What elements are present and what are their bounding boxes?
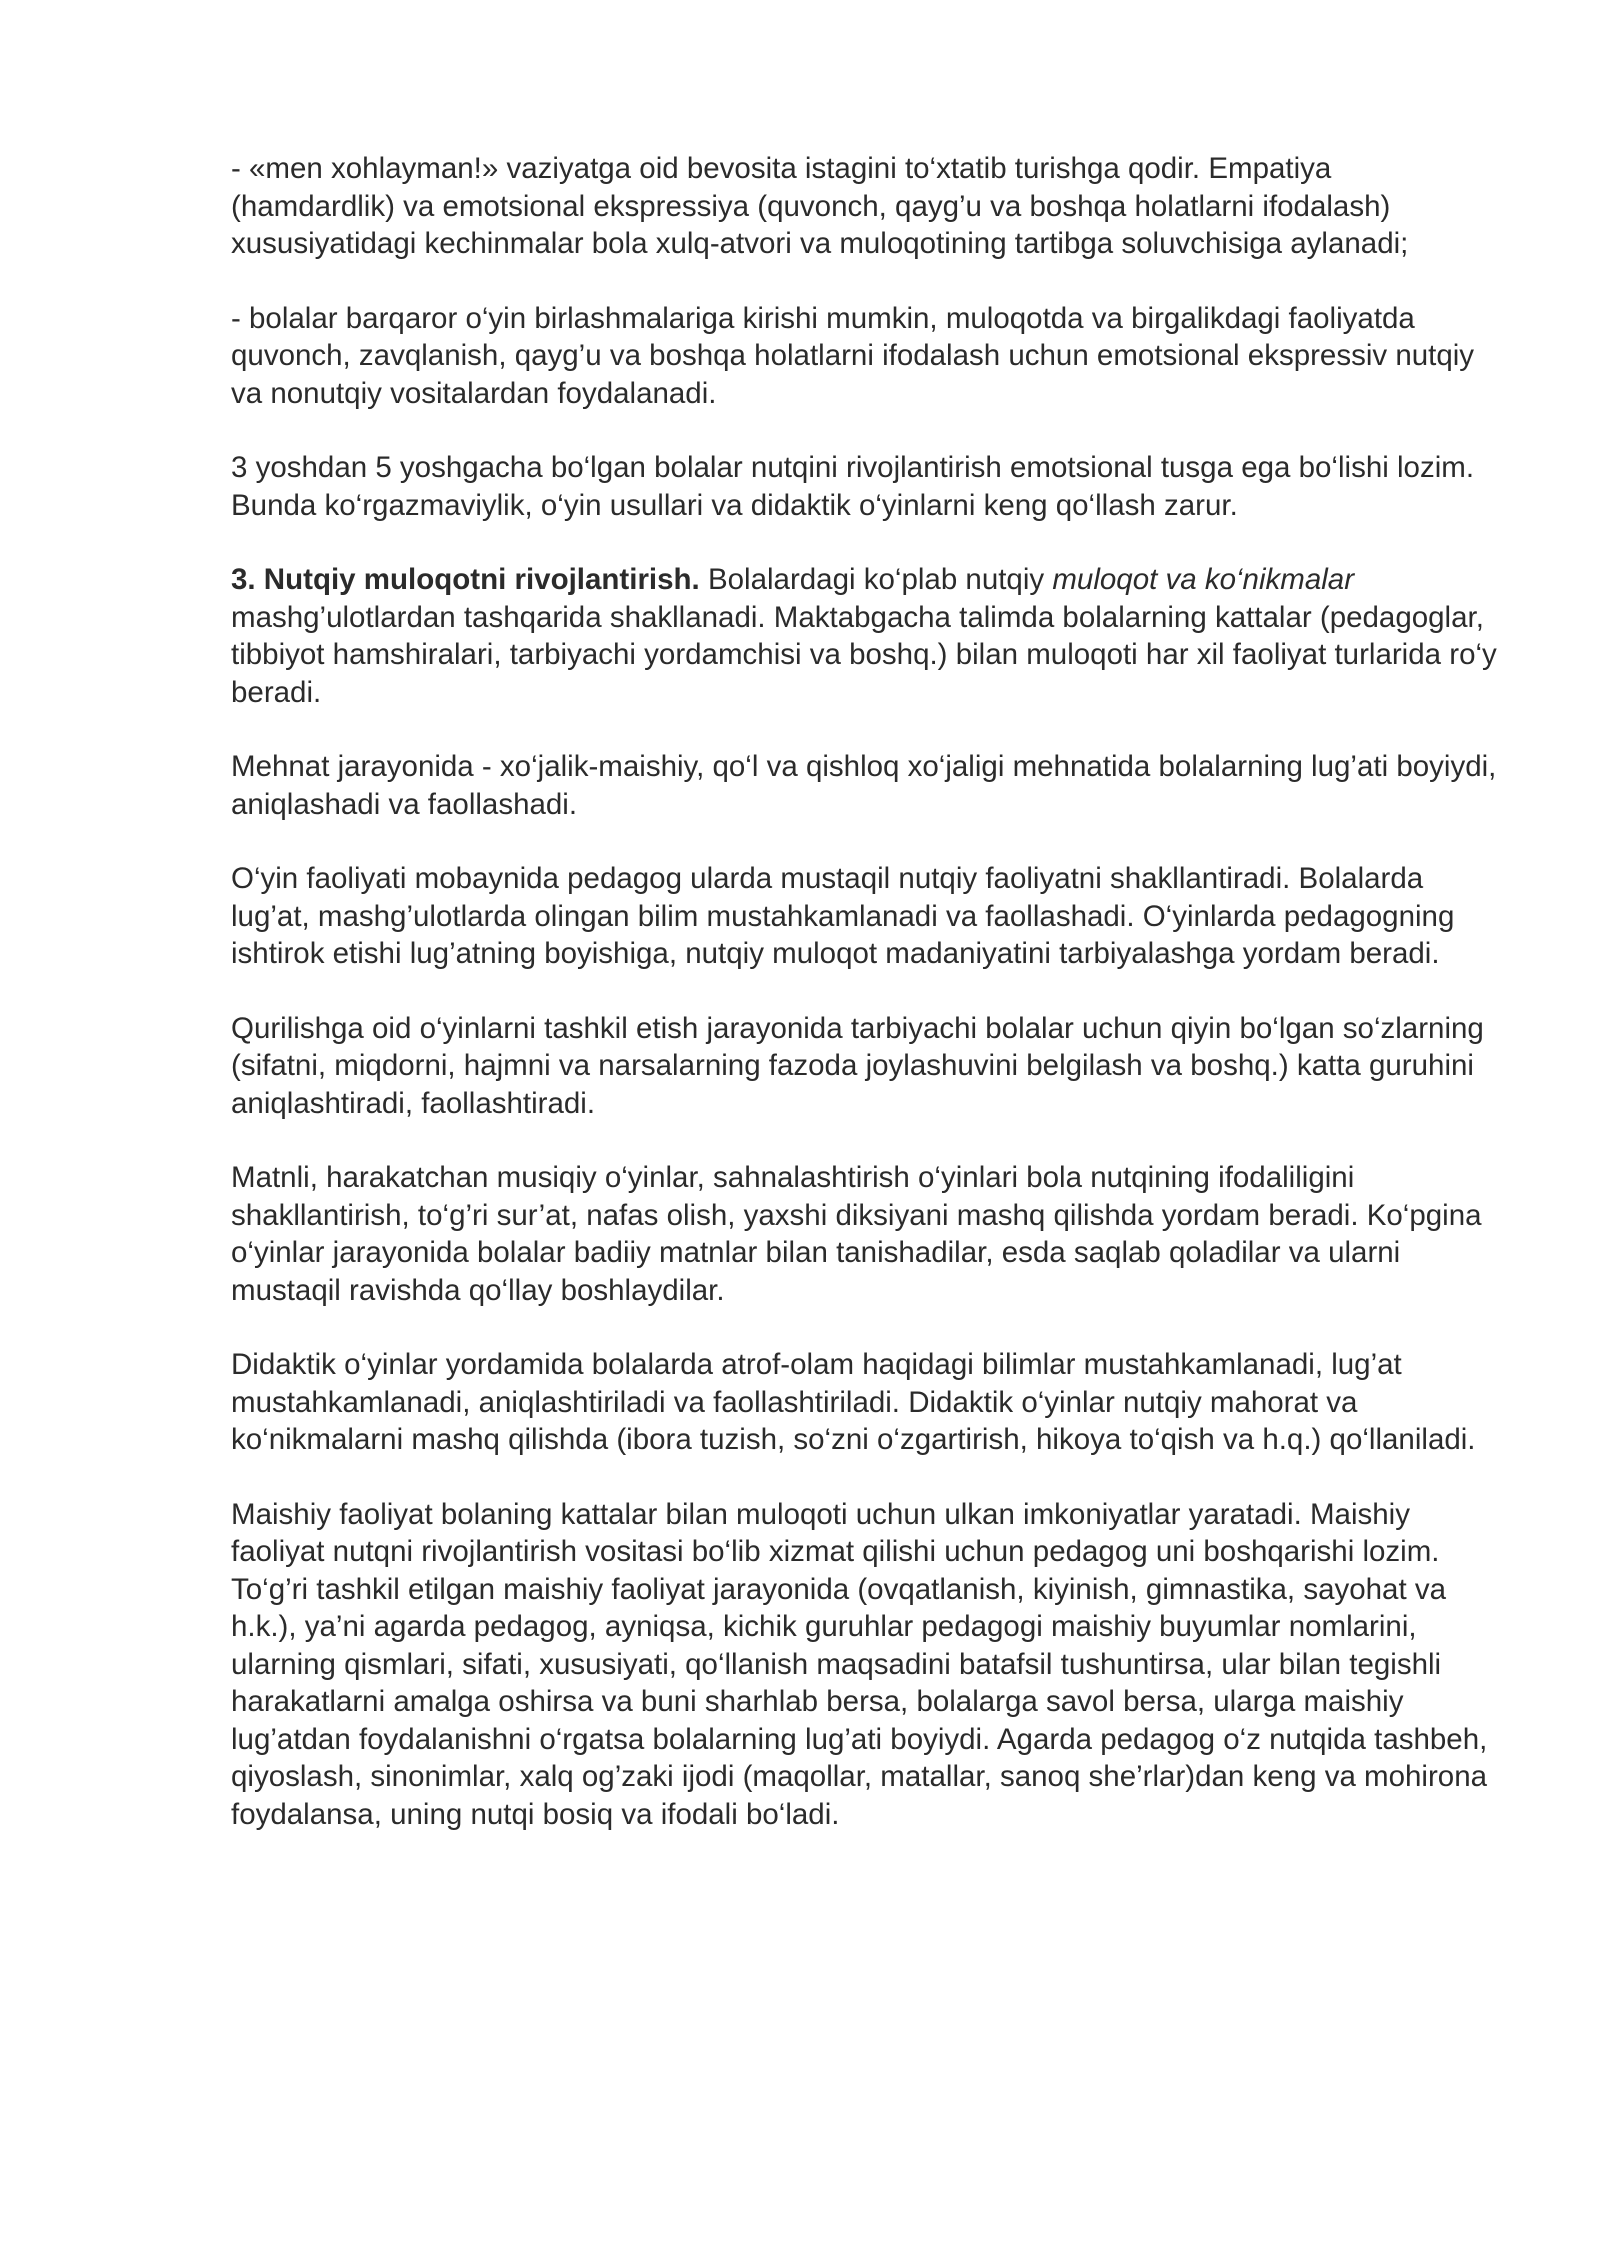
paragraph-age-3-5: 3 yoshdan 5 yoshgacha bo‘lgan bolalar nutqini rivojlantirish emotsional tusga ega bo‘lishi lozim. Bunda ko‘rgazmaviylik, o‘yin usullari va didaktik o‘yinlarni keng qo‘llash zarur.	[231, 451, 1475, 522]
section-3-italic-phrase: muloqot va ko‘nikmalar	[1052, 563, 1355, 596]
paragraph-play-associations: - bolalar barqaror o‘yin birlashmalariga kirishi mumkin, muloqotda va birgalikdagi faoliyatda quvonch, zavqlanish, qayg’u va boshqa holatlarni ifodalash uchun emotsional ekspressiv nutqiy va nonutqiy vositalardan foydalanadi.	[231, 301, 1475, 410]
section-3-text-start: Bolalardagi ko‘plab nutqiy	[699, 563, 1053, 596]
section-3-paragraph	[231, 561, 1501, 711]
paragraph-play-activity: O‘yin faoliyati mobaynida pedagog ularda mustaqil nutqiy faoliyatni shakllantiradi. Bolalarda lug’at, mashg’ulotlarda olingan bilim mustahkamlanadi va faollashadi. O‘yinlarda pedagogning ishtirok etishi lug’atning boyishiga, nutqiy muloqot madaniyatini tarbiyalashga yordam beradi.	[231, 862, 1455, 970]
paragraph-construction-games: Qurilishga oid o‘yinlarni tashkil etish jarayonida tarbiyachi bolalar uchun qiyin bo‘lgan so‘zlarning (sifatni, miqdorni, hajmni va narsalarning fazoda joylashuvini belgilash va boshq.) katta guruhini aniqlashtiradi, faollashtiradi.	[231, 1011, 1484, 1120]
paragraph-household-activity: Maishiy faoliyat bolaning kattalar bilan muloqoti uchun ulkan imkoniyatlar yaratadi. Maishiy faoliyat nutqni rivojlantirish vositasi bo‘lib xizmat qilishi uchun pedagog uni boshqarishi lozim. To‘g’ri tashkil etilgan maishiy faoliyat jarayonida (ovqatlanish, kiyinish, gimnastika, sayohat va h.k.), ya’ni agarda pedagog, ayniqsa, kichik guruhlar pedagogi maishiy buyumlar nomlarini, ularning qismlari, sifati, xususiyati, qo‘llanish maqsadini batafsil tushuntirsa, ular bilan tegishli harakatlarni amalga oshirsa va buni sharhlab bersa, bolalarga savol bersa, ularga maishiy lug’atdan foydalanishni o‘rgatsa bolalarning lug’ati boyiydi. Agarda pedagog o‘z nutqida tashbeh, qiyoslash, sinonimlar, xalq og’zaki ijodi (maqollar, matallar, sanoq she’rlar)dan keng va mohirona foydalansa, uning nutqi bosiq va ifodali bo‘ladi.	[231, 1497, 1488, 1831]
paragraph-labor: Mehnat jarayonida - xo‘jalik-maishiy, qo‘l va qishloq xo‘jaligi mehnatida bolalarning lug’ati boyiydi, aniqlashadi va faollashadi.	[231, 750, 1497, 821]
paragraph-didactic-games: Didaktik o‘yinlar yordamida bolalarda atrof-olam haqidagi bilimlar mustahkamlanadi, lug’at mustahkamlanadi, aniqlashtiriladi va faollashtiriladi. Didaktik o‘yinlar nutqiy mahorat va ko‘nikmalarni mashq qilishda (ibora tuzish, so‘zni o‘zgartirish, hikoya to‘qish va h.q.) qo‘llaniladi.	[231, 1348, 1476, 1456]
paragraph-music-games: Matnli, harakatchan musiqiy o‘yinlar, sahnalashtirish o‘yinlari bola nutqining ifodaliligini shakllantirish, to‘g’ri sur’at, nafas olish, yaxshi diksiyani mashq qilishda yordam beradi. Ko‘pgina o‘yinlar jarayonida bolalar badiiy matnlar bilan tanishadilar, esda saqlab qoladilar va ularni mustaqil ravishda qo‘llay boshlaydilar.	[231, 1161, 1482, 1307]
document-page	[231, 150, 1501, 1870]
section-3-heading: 3. Nutqiy muloqotni rivojlantirish.	[231, 563, 700, 596]
section-3-text-end: mashg’ulotlardan tashqarida shakllanadi. Maktabgacha talimda bolalarning kattalar (pedagoglar, tibbiyot hamshiralari, tarbiyachi yordamchisi va boshq.) bilan muloqoti har xil faoliyat turlarida ro‘y beradi.	[231, 600, 1497, 709]
paragraph-empathy: - «men xohlayman!» vaziyatga oid bevosita istagini to‘xtatib turishga qodir. Empatiya (hamdardlik) va emotsional ekspressiya (quvonch, qayg’u va boshqa holatlarni ifodalash) xususiyatidagi kechinmalar bola xulq-atvori va muloqotining tartibga soluvchisiga aylanadi;	[231, 152, 1409, 260]
